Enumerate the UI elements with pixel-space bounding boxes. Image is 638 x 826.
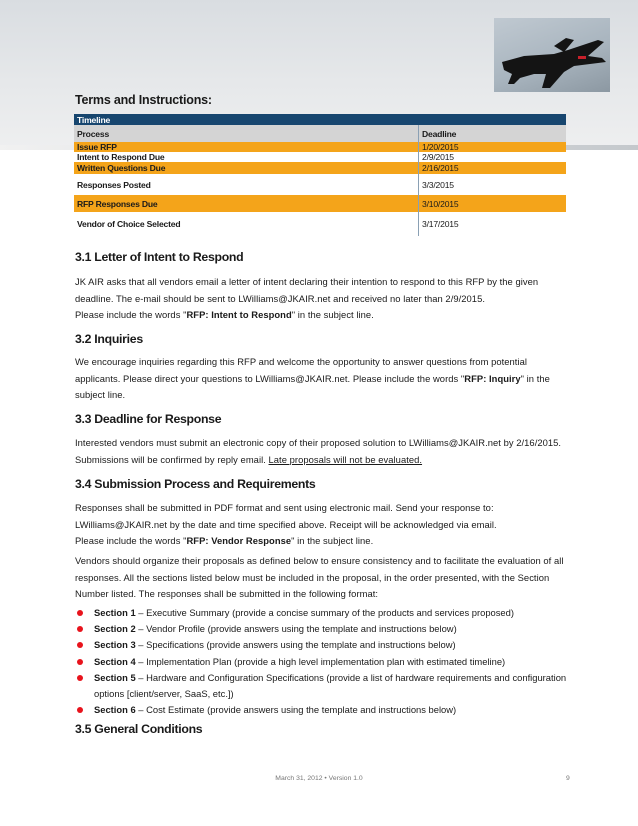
section-3-2-body: We encourage inquiries regarding this RFP and welcome the opportunity to answer questions from potential applicants. Please direct your questions to LWilliams@JKAIR.net. Please include the words "RFP: Inquiry" in the subject line. xyxy=(75,356,550,400)
bullet-icon xyxy=(77,610,83,616)
col-deadline-header: Deadline xyxy=(419,125,567,142)
process-cell: Intent to Respond Due xyxy=(74,152,419,162)
section-3-3-heading: 3.3 Deadline for Response xyxy=(75,412,222,426)
list-item: Section 6 – Cost Estimate (provide answers using the template and instructions below) xyxy=(75,702,569,718)
deadline-cell: 3/3/2015 xyxy=(419,174,567,195)
section-3-1-heading: 3.1 Letter of Intent to Respond xyxy=(75,250,244,264)
bullet-icon xyxy=(77,626,83,632)
section-3-3-body: Interested vendors must submit an electronic copy of their proposed solution to LWilliams@JKAIR.net by 2/16/2015. Submissions will be confirmed by reply email. Late proposals will not be evaluated. xyxy=(75,437,562,465)
deadline-cell: 2/9/2015 xyxy=(419,152,567,162)
timeline-header-row xyxy=(74,125,566,142)
col-process-header: Process xyxy=(74,125,419,142)
section-3-4-heading: 3.4 Submission Process and Requirements xyxy=(75,477,316,491)
section-3-5-heading: 3.5 General Conditions xyxy=(75,722,203,736)
bullet-icon xyxy=(77,707,83,713)
section-3-2-heading: 3.2 Inquiries xyxy=(75,332,143,346)
bullet-icon xyxy=(77,675,83,681)
table-row xyxy=(74,174,566,195)
deadline-cell: 3/10/2015 xyxy=(419,195,567,212)
deadline-cell: 3/17/2015 xyxy=(419,212,567,236)
process-cell: Issue RFP xyxy=(74,142,419,152)
deadline-cell: 2/16/2015 xyxy=(419,162,567,174)
table-row xyxy=(74,195,566,212)
timeline-banner-row xyxy=(74,114,566,125)
table-row xyxy=(74,152,566,162)
timeline-banner: Timeline xyxy=(74,114,566,125)
process-cell: Vendor of Choice Selected xyxy=(74,212,419,236)
page-footer: March 31, 2012 • Version 1.0 xyxy=(275,775,363,782)
terms-heading: Terms and Instructions: xyxy=(75,93,212,107)
deadline-cell: 1/20/2015 xyxy=(419,142,567,152)
process-cell: Responses Posted xyxy=(74,174,419,195)
airplane-icon xyxy=(494,18,610,92)
process-cell: Written Questions Due xyxy=(74,162,419,174)
page-number: 9 xyxy=(566,775,570,782)
bullet-icon xyxy=(77,642,83,648)
list-item: Section 3 – Specifications (provide answers using the template and instructions below) xyxy=(75,637,569,653)
list-item: Section 5 – Hardware and Configuration Specifications (provide a list of hardware requirements and configuration options [client/server, SaaS, etc.]) xyxy=(75,670,569,702)
bullet-icon xyxy=(77,659,83,665)
table-row xyxy=(74,212,566,236)
process-cell: RFP Responses Due xyxy=(74,195,419,212)
table-row xyxy=(74,142,566,152)
timeline-table xyxy=(74,114,566,236)
table-row xyxy=(74,162,566,174)
airplane-photo xyxy=(494,18,610,92)
section-list xyxy=(75,605,569,718)
section-3-1-body: JK AIR asks that all vendors email a letter of intent declaring their intention to respond to this RFP by the given deadline. The e-mail should be sent to LWilliams@JKAIR.net and received no later than 2/9/2015. Please include the words "RFP: Intent to Respond" in the subject line. xyxy=(75,276,539,320)
section-3-4-format-intro: Vendors should organize their proposals as defined below to ensure consistency and to facilitate the evaluation of all responses. All the sections listed below must be included in the proposal, in the order presented, with the Section Number listed. The responses shall be submitted in the following format: xyxy=(75,555,564,599)
list-item: Section 1 – Executive Summary (provide a concise summary of the products and services proposed) xyxy=(75,605,569,621)
section-3-4-body: Responses shall be submitted in PDF format and sent using electronic mail. Send your response to: LWilliams@JKAIR.net by the date and time specified above. Receipt will be acknowledged via email. Please include the words "RFP: Vendor Response" in the subject line. xyxy=(75,502,497,546)
list-item: Section 4 – Implementation Plan (provide a high level implementation plan with estimated timeline) xyxy=(75,654,569,670)
list-item: Section 2 – Vendor Profile (provide answers using the template and instructions below) xyxy=(75,621,569,637)
